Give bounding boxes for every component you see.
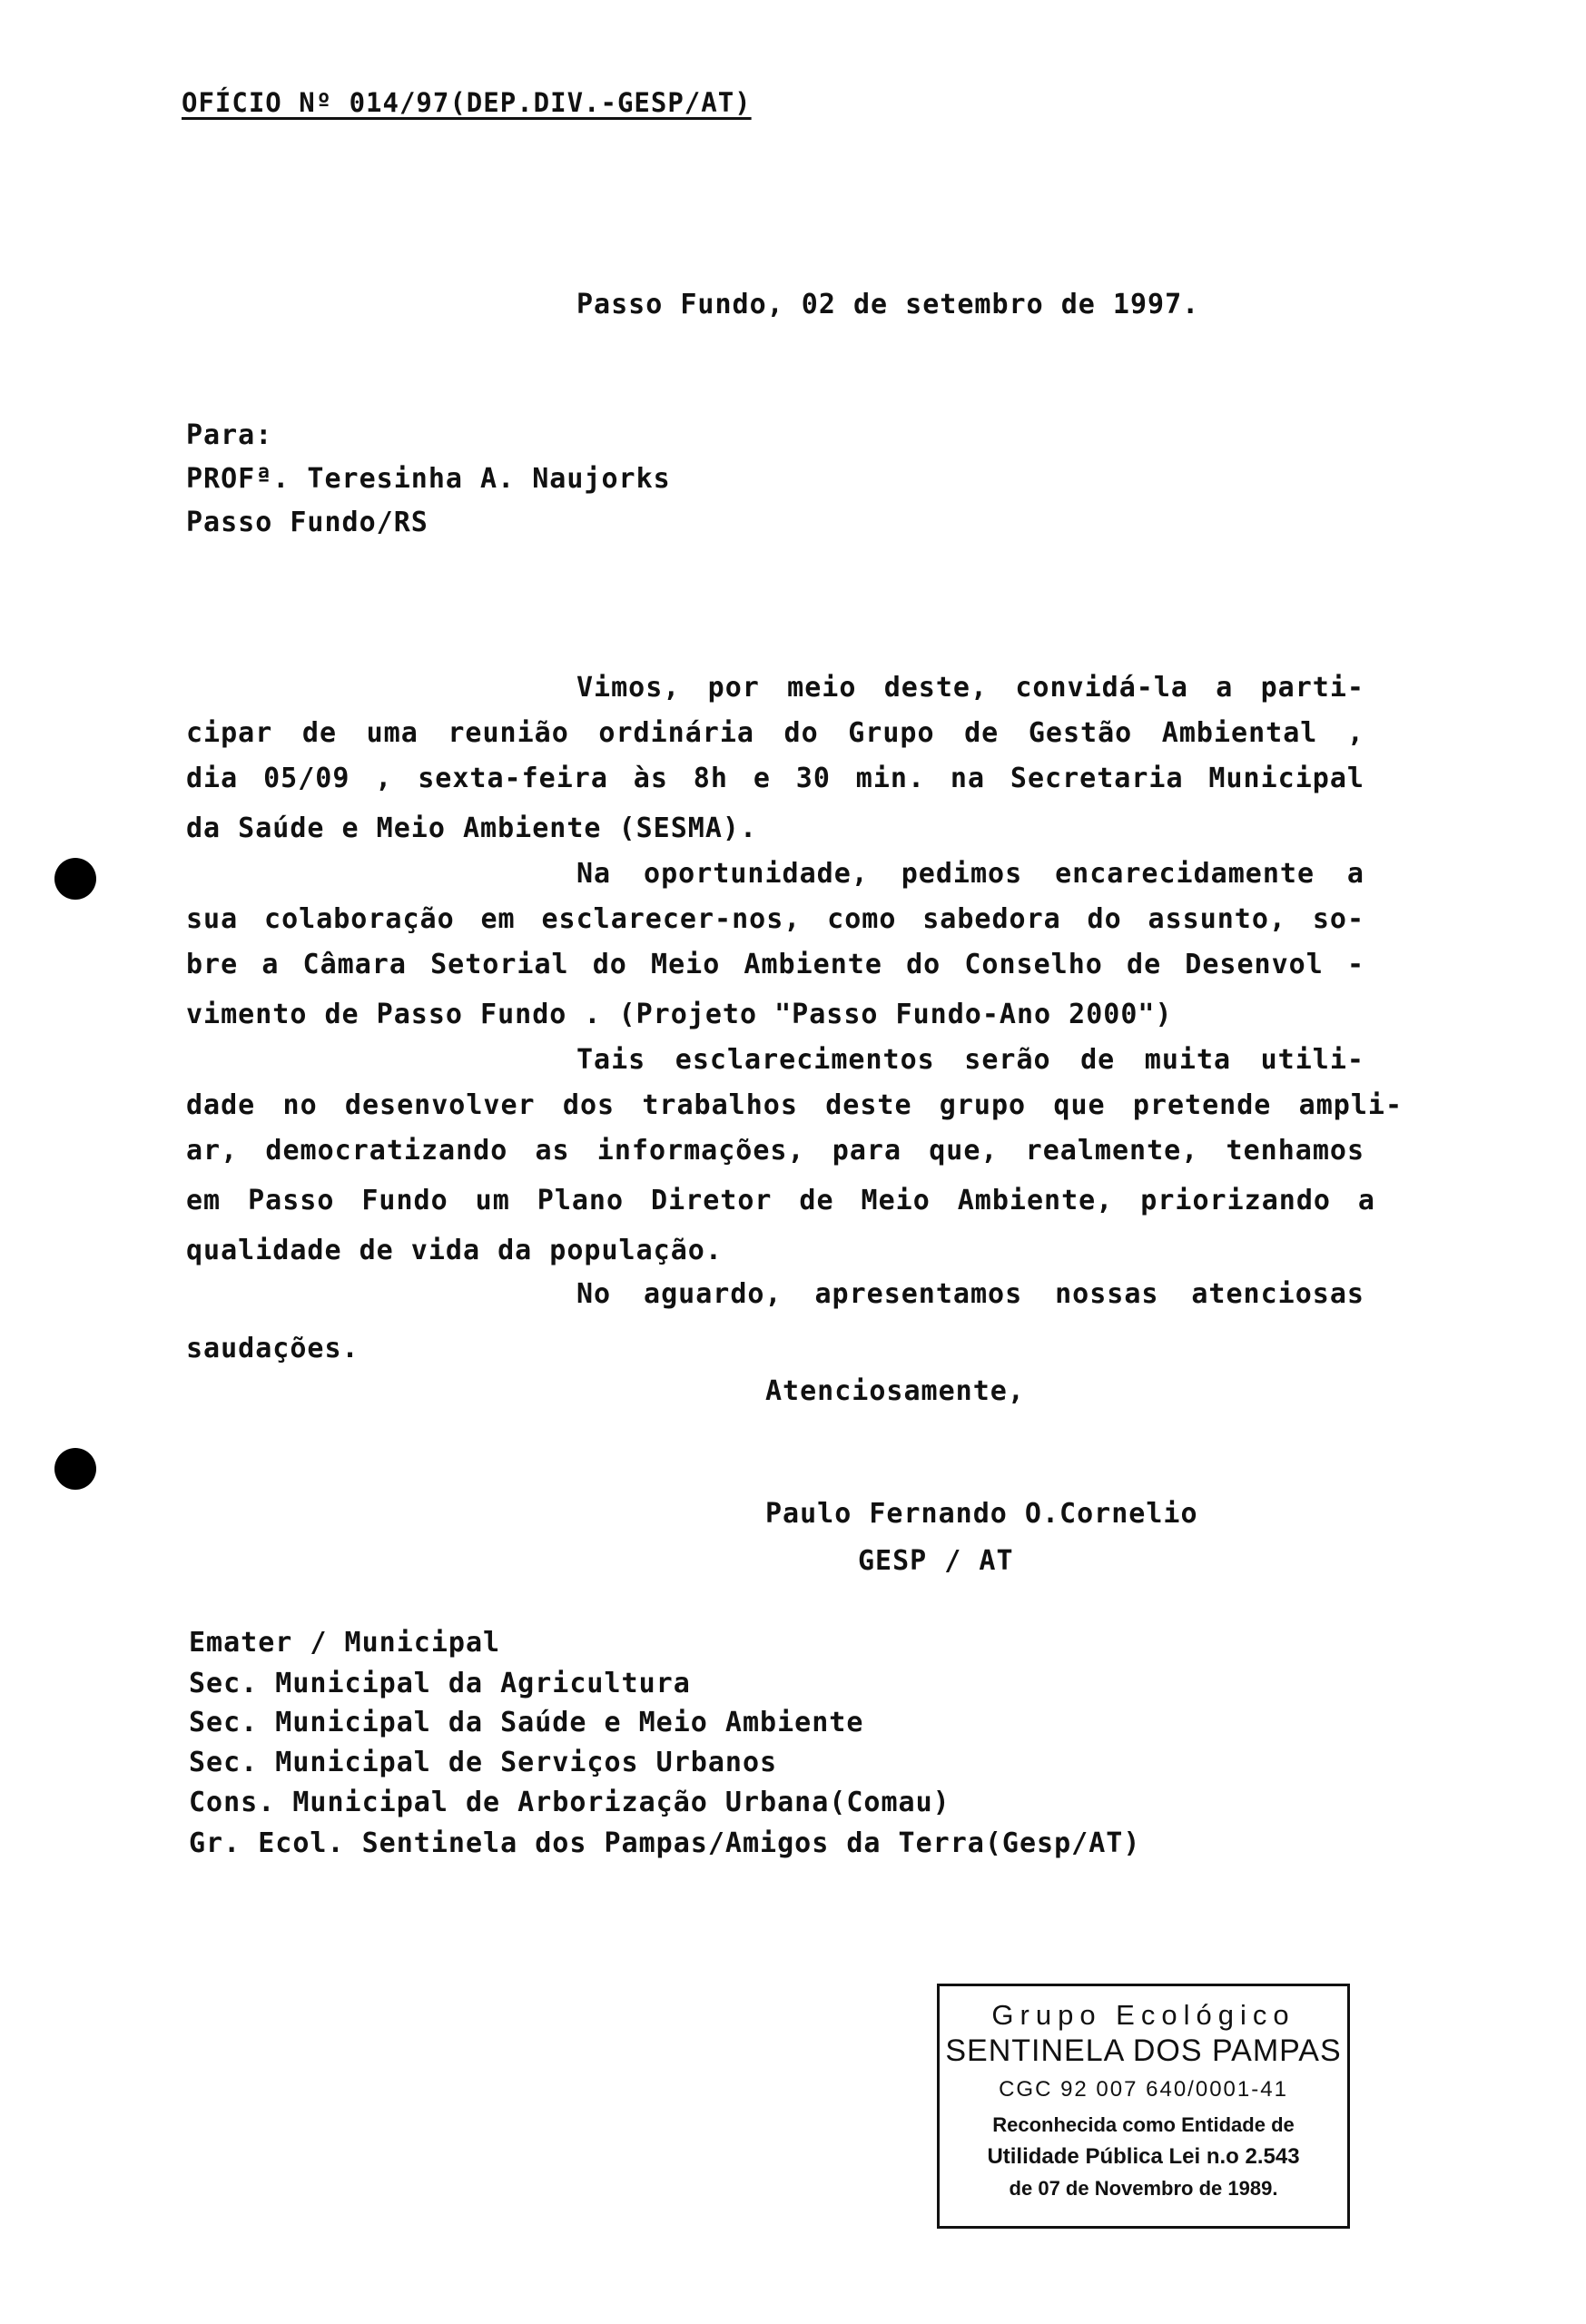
distribution-item: Gr. Ecol. Sentinela dos Pampas/Amigos da Terra(Gesp/AT) [189,1827,1141,1859]
punch-hole-top [54,858,96,900]
document-reference: OFÍCIO Nº 014/97(DEP.DIV.-GESP/AT) [182,87,752,118]
closing: Atenciosamente, [765,1375,1025,1407]
stamp-line: de 07 de Novembro de 1989. [1009,2177,1278,2200]
stamp-line: Utilidade Pública Lei n.o 2.543 [987,2144,1300,2169]
body-line: No aguardo, apresentamos nossas atenciosas [576,1278,1364,1310]
distribution-item: Emater / Municipal [189,1627,501,1659]
stamp-line: Grupo Ecológico [991,1999,1295,2031]
recipient-city: Passo Fundo/RS [186,507,429,538]
body-line: sua colaboração em esclarecer-nos, como sabedora do assunto, so- [186,903,1364,935]
body-line: dia 05/09 , sexta-feira às 8h e 30 min. na Secretaria Municipal [186,763,1364,794]
body-line: em Passo Fundo um Plano Diretor de Meio Ambiente, priorizando a [186,1185,1375,1216]
body-line: saudações. [186,1333,360,1364]
body-line: qualidade de vida da população. [186,1235,723,1266]
body-line: bre a Câmara Setorial do Meio Ambiente do Conselho de Desenvol - [186,949,1364,980]
stamp-line: Reconhecida como Entidade de [992,2113,1295,2136]
body-line: dade no desenvolver dos trabalhos deste grupo que pretende ampli- [186,1089,1403,1121]
body-line: Na oportunidade, pedimos encarecidamente a [576,858,1364,890]
date-line: Passo Fundo, 02 de setembro de 1997. [576,289,1200,320]
stamp-line: SENTINELA DOS PAMPAS [945,2034,1342,2068]
body-line: Vimos, por meio deste, convidá-la a parti- [576,672,1364,704]
body-line: ar, democratizando as informações, para que, realmente, tenhamos [186,1135,1364,1167]
signature-name: Paulo Fernando O.Cornelio [765,1498,1198,1530]
body-line: cipar de uma reunião ordinária do Grupo de Gestão Ambiental , [186,717,1364,749]
signature-org: GESP / AT [858,1545,1014,1577]
organization-stamp [937,1984,1350,2229]
recipient-name: PROFª. Teresinha A. Naujorks [186,463,671,495]
distribution-item: Sec. Municipal da Agricultura [189,1668,691,1699]
stamp-line: CGC 92 007 640/0001-41 [999,2077,1288,2102]
body-line: da Saúde e Meio Ambiente (SESMA). [186,812,758,844]
distribution-item: Cons. Municipal de Arborização Urbana(Comau) [189,1787,951,1818]
body-line: vimento de Passo Fundo . (Projeto "Passo Fundo-Ano 2000") [186,999,1173,1030]
body-line: Tais esclarecimentos serão de muita utili- [576,1044,1364,1076]
punch-hole-bottom [54,1448,96,1490]
distribution-item: Sec. Municipal da Saúde e Meio Ambiente [189,1707,864,1738]
distribution-item: Sec. Municipal de Serviços Urbanos [189,1747,778,1778]
recipient-label: Para: [186,419,273,451]
